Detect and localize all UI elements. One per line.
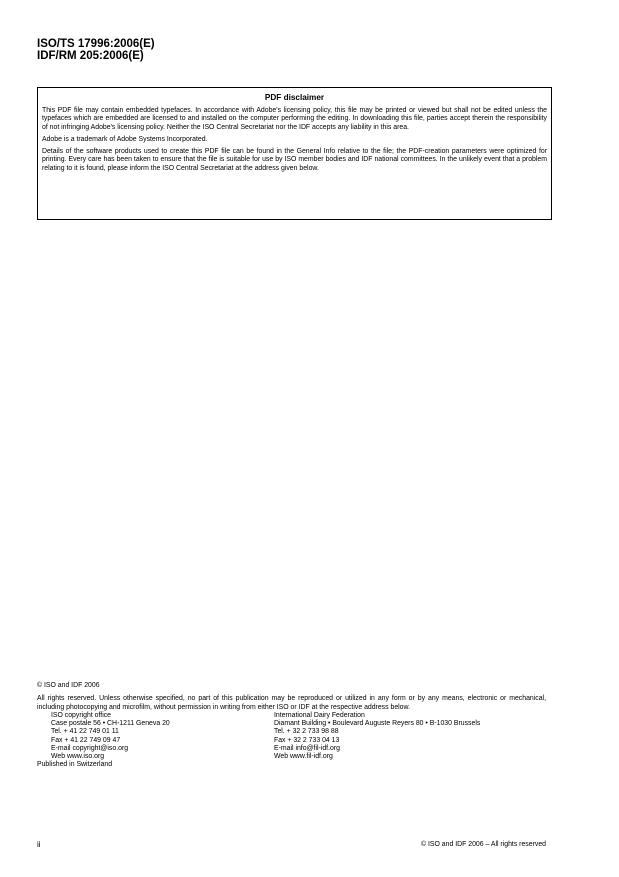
contact-addresses [37, 712, 546, 761]
iso-office-name: ISO copyright office [51, 711, 112, 719]
disclaimer-paragraph-software: Details of the software products used to create this PDF file can be found in the General Info relative to the file; the PDF-creation parameters were optimized for printing. Every care has been taken to ensure that the file is suitable for use by ISO member bodies and IDF national committees. In the unlikely event that a problem relating to it is found, please inform the ISO Central Secretariat at the address given below. [42, 148, 547, 172]
idf-contact [274, 712, 546, 761]
iso-address: Case postale 56 • CH-1211 Geneva 20 [51, 720, 170, 728]
idf-tel: Tel. + 32 2 733 98 88 [274, 728, 339, 736]
pdf-disclaimer-box [37, 87, 552, 220]
idf-name: International Dairy Federation [274, 711, 365, 719]
idf-address: Diamant Building • Boulevard Auguste Reyers 80 • B-1030 Brussels [274, 720, 481, 728]
idf-doc-id: IDF/RM 205:2006(E) [37, 50, 144, 62]
page-number: ii [37, 840, 41, 849]
document-identifier [37, 38, 155, 62]
published-in: Published in Switzerland [37, 761, 113, 769]
copyright-notice: © ISO and IDF 2006 [37, 682, 100, 689]
iso-fax: Fax + 41 22 749 09 47 [51, 736, 121, 744]
disclaimer-paragraph-typefaces: This PDF file may contain embedded typefaces. In accordance with Adobe's licensing policy, this file may be printed or viewed but shall not be edited unless the typefaces which are embedded are licensed to and installed on the computer performing the editing. In downloading this file, parties accept therein the responsibility of not infringing Adobe's licensing policy. Neither the ISO Central Secretariat nor the IDF accepts any liability in this area. [42, 107, 547, 131]
iso-web: Web www.iso.org [51, 752, 105, 760]
iso-tel: Tel. + 41 22 749 01 11 [51, 728, 119, 736]
copyright-block [37, 682, 546, 769]
idf-email: E-mail info@fil-idf.org [274, 744, 340, 752]
idf-web: Web www.fil-idf.org [274, 752, 333, 760]
disclaimer-title: PDF disclaimer [264, 93, 325, 102]
disclaimer-paragraph-trademark: Adobe is a trademark of Adobe Systems Incorporated. [42, 135, 208, 143]
rights-statement: All rights reserved. Unless otherwise specified, no part of this publication may be reproduced or utilized in any form or by any means, electronic or mechanical, including photocopying and microfilm, without permission in writing from either ISO or IDF at the respective address below. [37, 695, 546, 711]
iso-contact [37, 712, 274, 761]
idf-fax: Fax + 32 2 733 04 13 [274, 736, 340, 744]
iso-doc-id: ISO/TS 17996:2006(E) [37, 38, 155, 50]
iso-email: E-mail copyright@iso.org [51, 744, 129, 752]
footer-rights: © ISO and IDF 2006 – All rights reserved [421, 841, 546, 848]
